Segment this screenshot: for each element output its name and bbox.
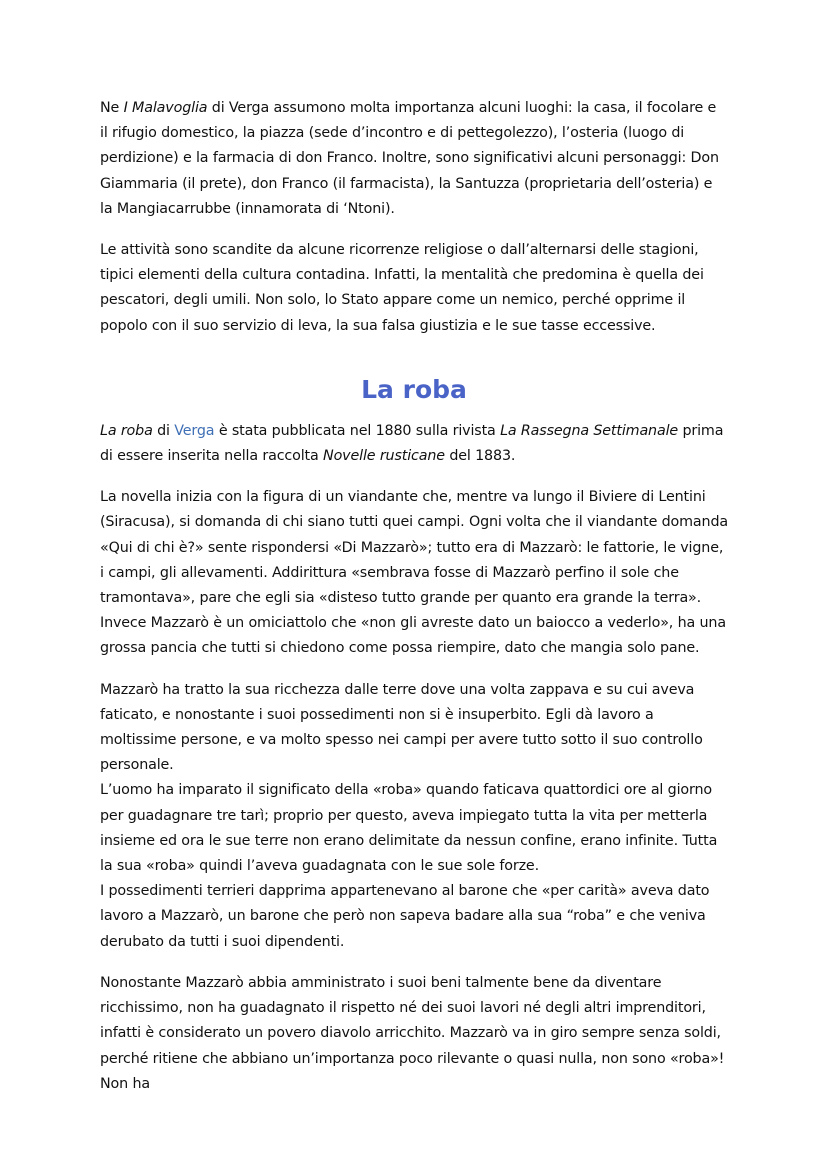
book-title: I Malavoglia (123, 100, 208, 116)
section-paragraph-6: Nonostante Mazzarò abbia amministrato i suoi beni talmente bene da diventare ricchissimo, non ha guadagnato il rispetto né dei suoi lavori né degli altri imprenditori, infatti è considerato un povero diavolo arricchito. Mazzarò va in giro sempre senza soldi, perché ritiene che abbiano un’importanza poco rilevante o quasi nulla, non sono «roba»! Non ha (100, 974, 725, 1092)
magazine-title: La Rassegna Settimanale (500, 422, 679, 439)
section-paragraph-2: La novella inizia con la figura di un viandante che, mentre va lungo il Biviere di Lentini (Siracusa), si domanda di chi siano tutti quei campi. Ogni volta che il viandante domanda «Qui di chi è?» sente rispondersi «Di Mazzarò»; tutto era di Mazzarò: le fattorie, le vigne, i campi, gli allevamenti. Addirittura «sembrava fosse di Mazzarò perfino il sole che tramontava», pare che egli sia «disteso tutto grande per quanto era grande la terra». Invece Mazzarò è un omiciattolo che «non gli avreste dato un baiocco a vederlo», ha una grossa pancia che tutti si chiedono come possa riempire, dato che mangia solo pane. (100, 489, 728, 657)
text-run: del 1883. (444, 448, 516, 465)
section-paragraph-5: I possedimenti terrieri dapprima appartenevano al barone che «per carità» aveva dato lavoro a Mazzarò, un barone che però non sapeva badare alla sua “roba” e che veniva derubato da tutti i suoi dipendenti. (100, 883, 710, 950)
intro-paragraph-2: Le attività sono scandite da alcune ricorrenze religiose o dall’alternarsi delle stagioni, tipici elementi della cultura contadina. Infatti, la mentalità che predomina è quella dei pescatori, degli umili. Non solo, lo Stato appare come un nemico, perché opprime il popolo con il suo servizio di leva, la sua falsa giustizia e le sue tasse eccessive. (100, 242, 704, 334)
intro-paragraph-1 (100, 96, 728, 222)
text-run: Ne (100, 100, 124, 116)
work-title: La roba (100, 422, 153, 439)
document-page (100, 96, 728, 1097)
text-run: prima di essere inserita nella raccolta (100, 422, 724, 465)
text-run: di Verga assumono molta importanza alcuni luoghi: la casa, il focolare e il rifugio domestico, la piazza (sede d’incontro e di pettegolezzo), l’osteria (luogo di perdizione) e la farmacia di don Franco. Inoltre, sono significativi alcuni personaggi: Don Giammaria (il prete), don Franco (il farmacista), la Santuzza (proprietaria dell’osteria) e la Mangiacarrubbe (innamorata di ‘Ntoni). (100, 100, 719, 217)
section-paragraph-4: L’uomo ha imparato il significato della «roba» quando faticava quattordici ore al giorno per guadagnare tre tarì; proprio per questo, aveva impiegato tutta la vita per metterla insieme ed ora le sue terre non erano delimitate da nessun confine, erano infinite. Tutta la sua «roba» quindi l’aveva guadagnata con le sue sole forze. (100, 782, 718, 875)
text-run: di (152, 422, 175, 439)
text-run: è stata pubblicata nel 1880 sulla rivista (214, 422, 501, 439)
section-paragraph-3: Mazzarò ha tratto la sua ricchezza dalle terre dove una volta zappava e su cui aveva faticato, e nonostante i suoi possedimenti non si è insuperbito. Egli dà lavoro a moltissime persone, e va molto spesso nei campi per avere tutto sotto il suo controllo personale. (100, 681, 703, 774)
collection-title: Novelle rusticane (323, 448, 445, 465)
section-paragraph-1 (100, 419, 728, 469)
section-heading: La roba (361, 374, 467, 404)
verga-link[interactable]: Verga (174, 422, 215, 439)
